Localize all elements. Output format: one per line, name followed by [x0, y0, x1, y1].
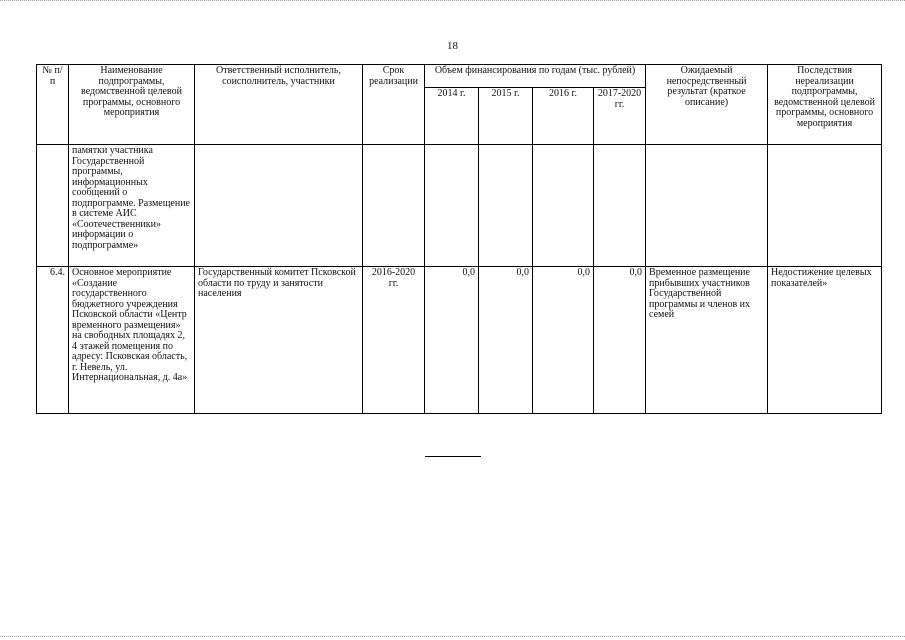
row-result: [646, 145, 768, 267]
scan-top-edge: [0, 0, 905, 3]
row-2015: 0,0: [479, 267, 533, 414]
end-separator-line: [425, 456, 481, 457]
header-year-2015: 2015 г.: [479, 88, 533, 145]
row-num: 6.4.: [37, 267, 69, 414]
page-number: 18: [447, 40, 458, 52]
header-term: Срок реализации: [363, 65, 425, 145]
header-row-1: [37, 65, 882, 88]
header-num: № п/п: [37, 65, 69, 145]
header-year-2016: 2016 г.: [533, 88, 594, 145]
table-row: [37, 267, 882, 414]
row-2015: [479, 145, 533, 267]
row-name: Основное мероприятие «Создание государственного бюджетного учреждения Псковской области «Центр временного размещения» на свободных площадях 2, 4 этажей помещения по адресу: Псковская область, г. Невель, ул. Интернациональная, д. 4а»: [69, 267, 195, 414]
row-2014: 0,0: [425, 267, 479, 414]
row-2017-2020: [594, 145, 646, 267]
row-2014: [425, 145, 479, 267]
row-name: памятки участника Государственной программы, информационных сообщений о подпрограмме. Размещение в системе АИС «Соотечественники» информации о подпрограмме»: [69, 145, 195, 267]
table-row: [37, 145, 882, 267]
header-consequences: Последствия нереализации подпрограммы, ведомственной целевой программы, основного мероприятия: [768, 65, 882, 145]
row-executor: Государственный комитет Псковской области по труду и занятости населения: [195, 267, 363, 414]
program-table: [36, 64, 882, 414]
scan-bottom-edge: [0, 636, 905, 638]
row-2016: [533, 145, 594, 267]
row-2016: 0,0: [533, 267, 594, 414]
row-executor: [195, 145, 363, 267]
row-2017-2020: 0,0: [594, 267, 646, 414]
row-term: 2016-2020 гг.: [363, 267, 425, 414]
header-funding: Объем финансирования по годам (тыс. рублей): [425, 65, 646, 88]
row-result: Временное размещение прибывших участников Государственной программы и членов их семей: [646, 267, 768, 414]
row-num: [37, 145, 69, 267]
header-name: Наименование подпрограммы, ведомственной целевой программы, основного мероприятия: [69, 65, 195, 145]
row-term: [363, 145, 425, 267]
header-result: Ожидаемый непосредственный результат (краткое описание): [646, 65, 768, 145]
row-consequences: Недостижение целевых показателей»: [768, 267, 882, 414]
header-year-2014: 2014 г.: [425, 88, 479, 145]
header-executor: Ответственный исполнитель, соисполнитель, участники: [195, 65, 363, 145]
header-year-2017-2020: 2017-2020 гг.: [594, 88, 646, 145]
row-consequences: [768, 145, 882, 267]
